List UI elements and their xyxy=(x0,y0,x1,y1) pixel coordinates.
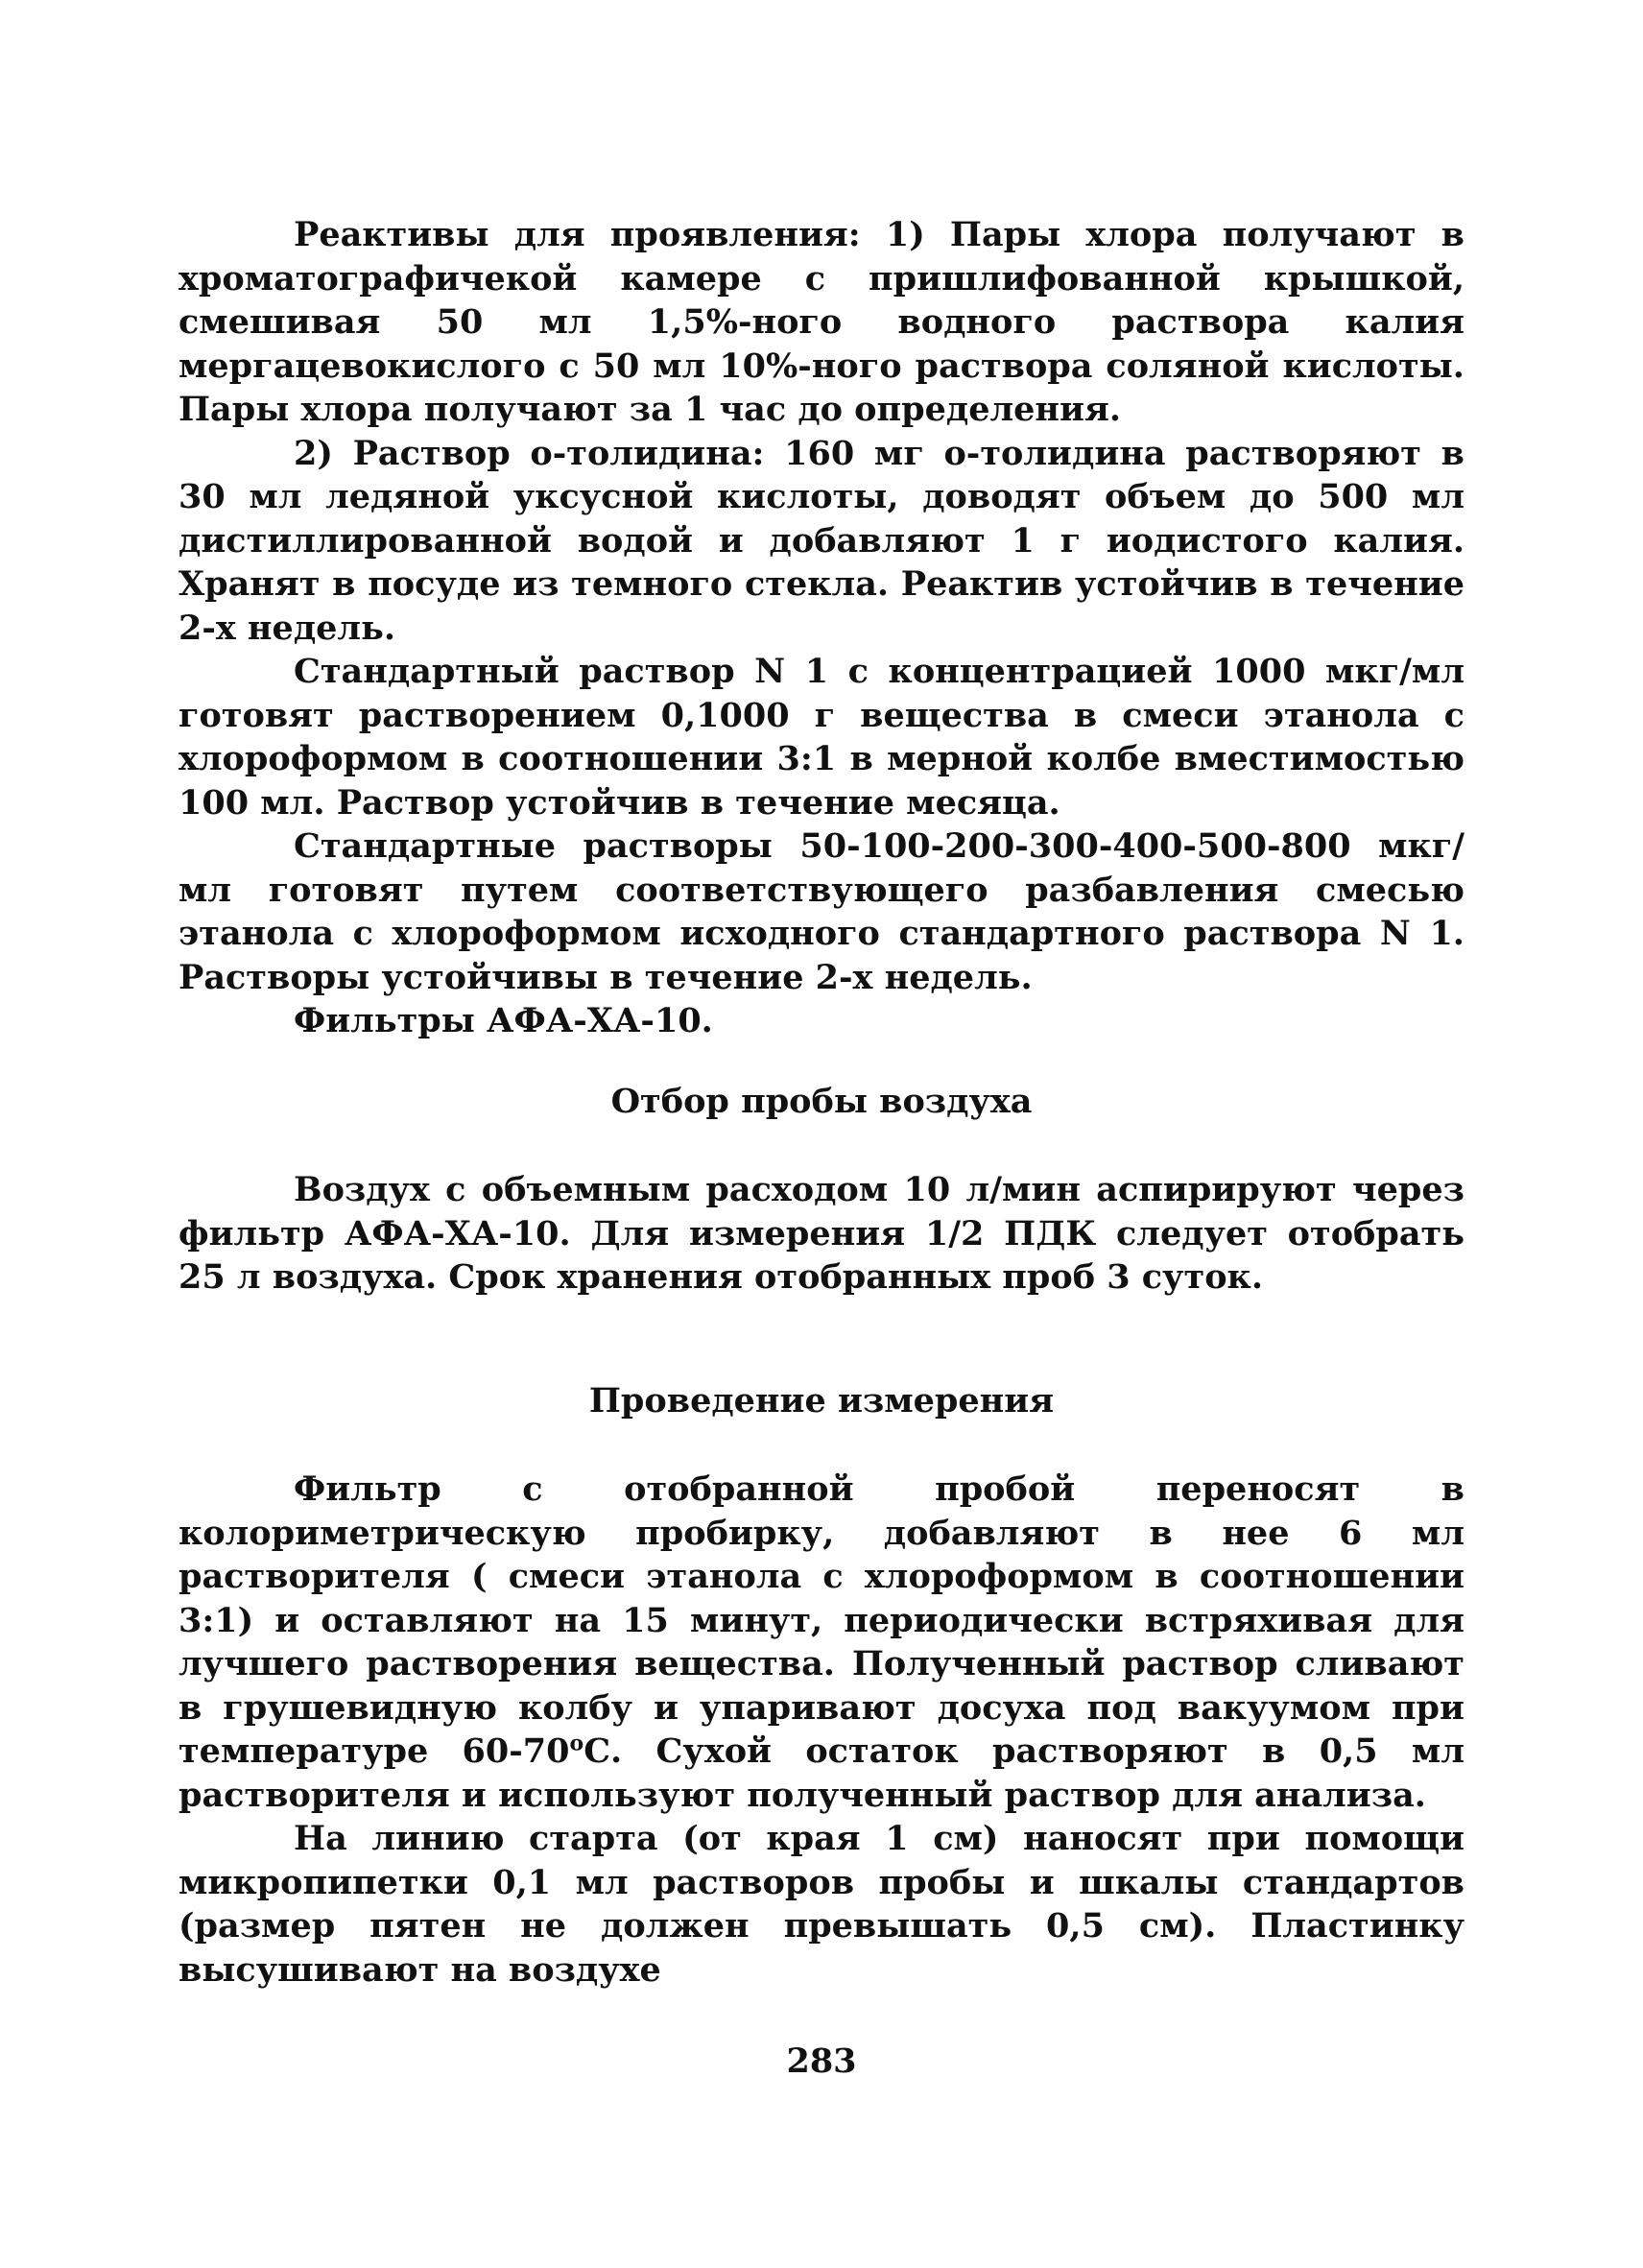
paragraph-standard-solutions: Стандартные растворы 50-100-200-300-400-500-800 мкг/мл готовят путем соответствующего разбавления смесью этанола с хлороформом исходного стандартного раствора N 1. Растворы устойчивы в течение 2-х недель. xyxy=(179,826,1464,997)
paragraph-start-line: На линию старта (от края 1 см) наносят при помощи микропипетки 0,1 мл растворов пробы и шкалы стандартов (размер пятен не должен превышать 0,5 см). Пластинку высушивают на воздухе xyxy=(179,1819,1464,1990)
page-number: 283 xyxy=(786,2041,857,2081)
measurement-text-part-2: С. Сухой остаток растворяют в 0,5 мл растворителя и используют полученный раствор для анализа. xyxy=(179,1731,1464,1815)
paragraph-standard-solution-1: Стандартный раствор N 1 с концентрацией 1000 мкг/мл готовят растворением 0,1000 г вещества в смеси этанола с хлороформом в соотношении 3:1 в мерной колбе вместимостью 100 мл. Раствор устойчив в течение месяца. xyxy=(179,652,1464,823)
degree-superscript: о xyxy=(569,1731,584,1756)
heading-air-sampling: Отбор пробы воздуха xyxy=(610,1081,1033,1121)
paragraph-tolidine-solution: 2) Раствор о-толидина: 160 мг о-толидина растворяют в 30 мл ледяной уксусной кислоты, доводят объем до 500 мл дистиллированной водой и добавляют 1 г иодистого калия. Хранят в посуде из темного стекла. Реактив устойчив в течение 2-х недель. xyxy=(179,433,1464,648)
heading-measurement: Проведение измерения xyxy=(588,1380,1055,1420)
paragraph-air-sampling: Воздух с объемным расходом 10 л/мин аспирируют через фильтр АФА-ХА-10. Для измерения 1/2 ПДК следует отобрать 25 л воздуха. Срок хранения отобранных проб 3 суток. xyxy=(179,1170,1464,1297)
page-body xyxy=(179,213,1464,1992)
paragraph-measurement-procedure xyxy=(179,1468,1464,1817)
measurement-text-part-1: Фильтр с отобранной пробой переносят в колориметрическую пробирку, добавляют в нее 6 мл растворителя ( смеси этанола с хлороформом в соотношении 3:1) и оставляют на 15 минут, периодически встряхивая для лучшего растворения вещества. Полученный раствор сливают в грушевидную колбу и упаривают досуха под вакуумом при температуре 60-70 xyxy=(179,1469,1464,1771)
paragraph-filters: Фильтры АФА-ХА-10. xyxy=(294,1001,713,1040)
paragraph-reagents: Реактивы для проявления: 1) Пары хлора получают в хроматографичекой камере с пришлифованной крышкой, смешивая 50 мл 1,5%-ного водного раствора калия мергацевокислого с 50 мл 10%-ного раствора соляной кислоты. Пары хлора получают за 1 час до определения. xyxy=(179,215,1464,429)
